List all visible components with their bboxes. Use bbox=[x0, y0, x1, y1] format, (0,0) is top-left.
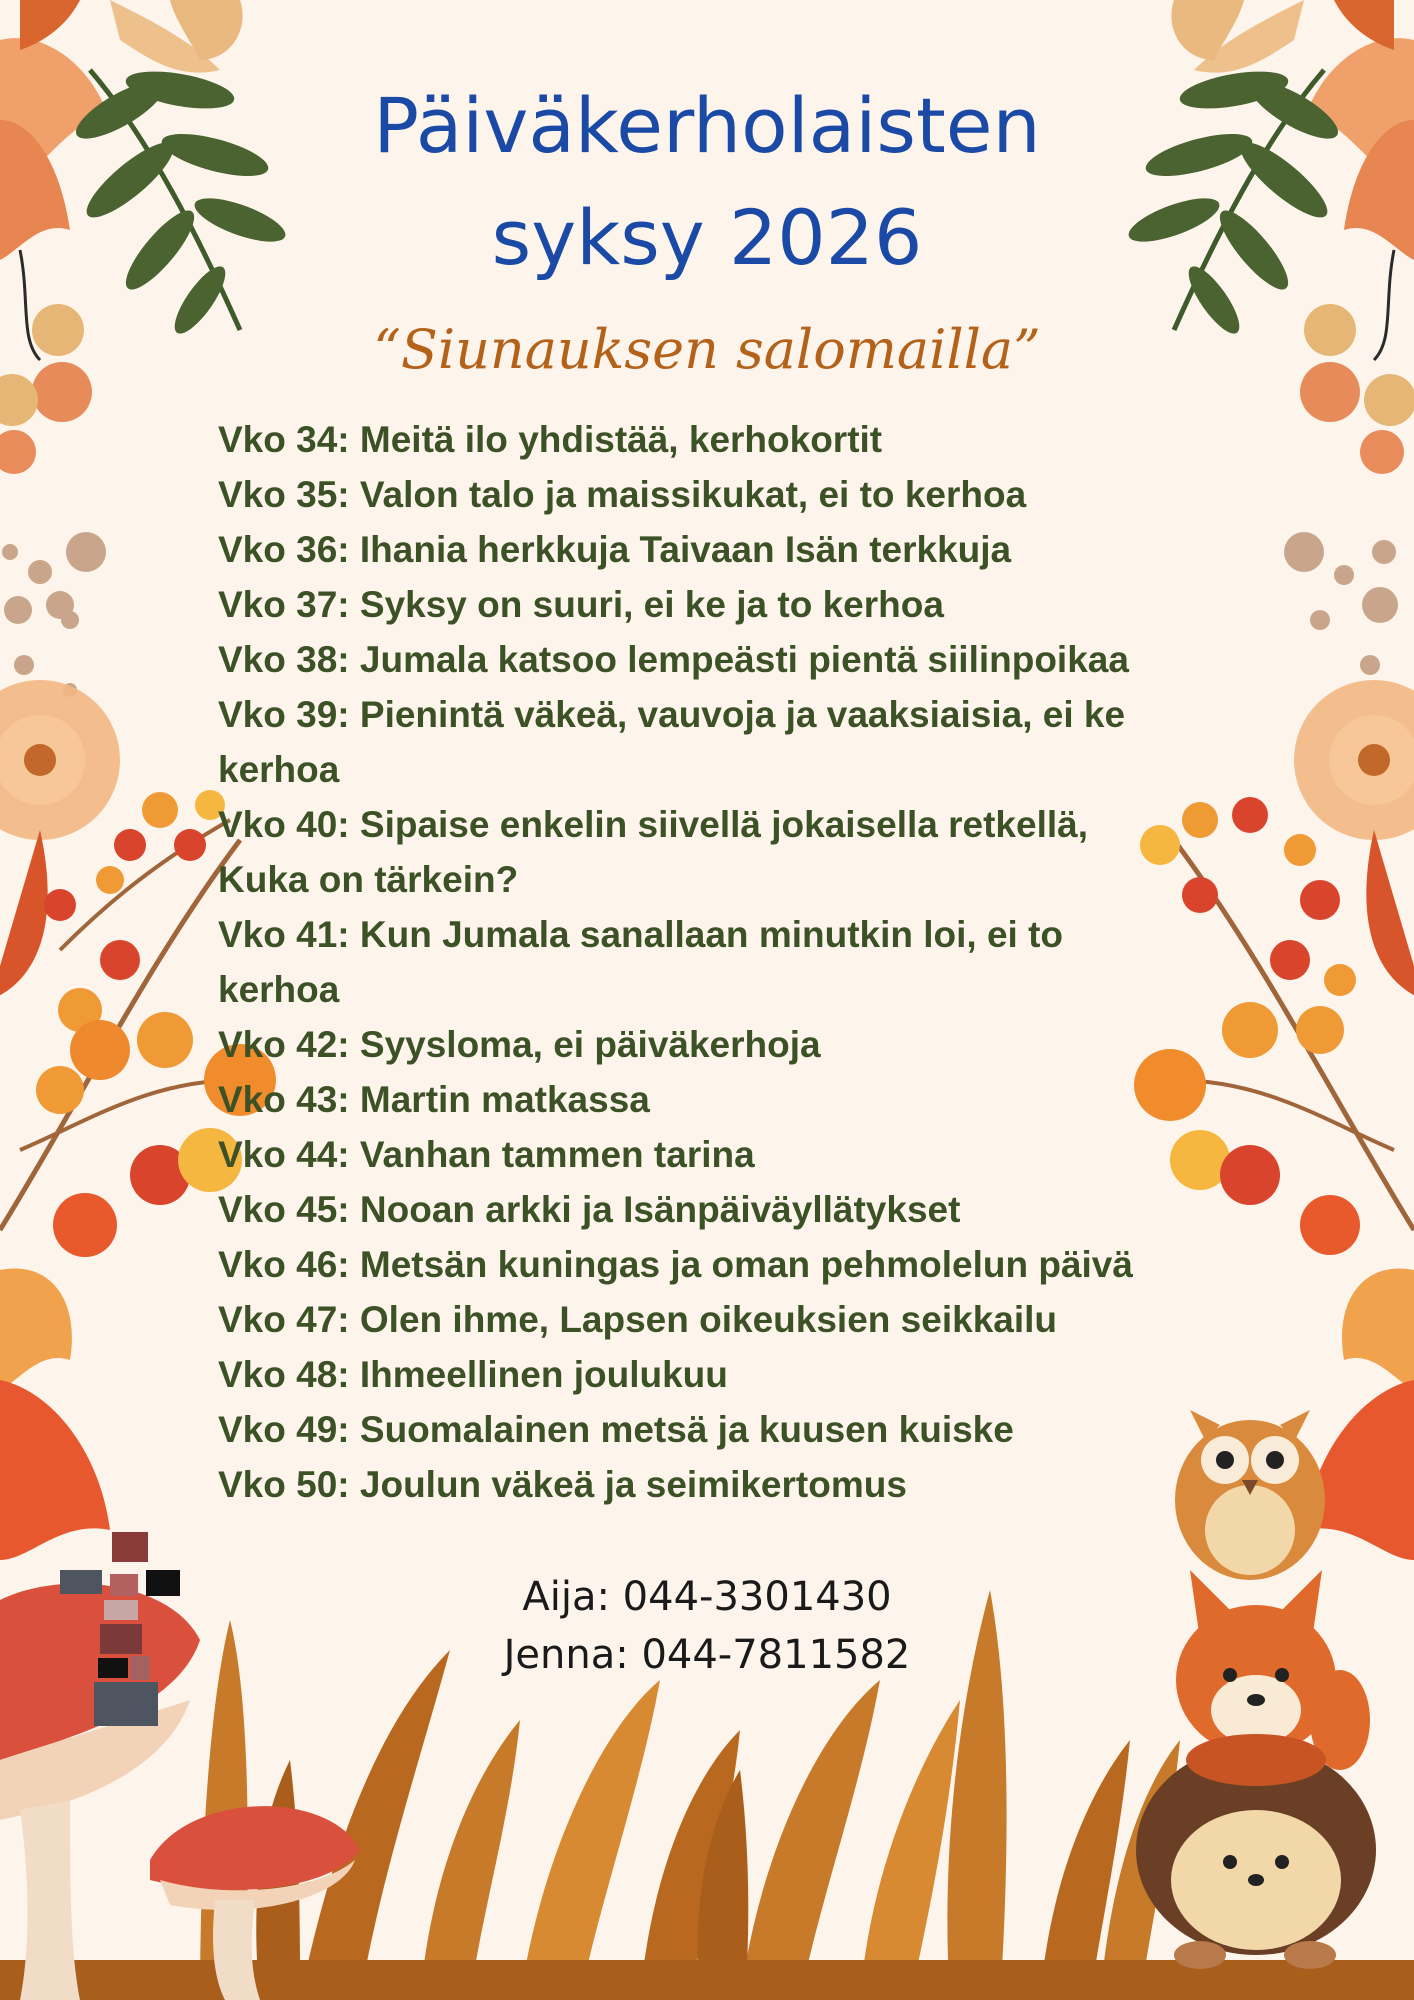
contact-info bbox=[307, 1568, 1107, 1684]
autumn-leaf-icon bbox=[0, 1268, 110, 1560]
berry-cluster-icon bbox=[0, 250, 92, 474]
schedule-item: Vko 48: Ihmeellinen joulukuu bbox=[218, 1354, 728, 1395]
mushroom-icon bbox=[0, 1584, 360, 2000]
page-title-line2: syksy 2026 bbox=[491, 193, 923, 282]
schedule-item: Vko 49: Suomalainen metsä ja kuusen kuiske bbox=[218, 1409, 1014, 1450]
schedule-item: Vko 43: Martin matkassa bbox=[218, 1079, 650, 1120]
flower-icon bbox=[0, 680, 120, 840]
fox-icon bbox=[1176, 1570, 1370, 1786]
fern-leaf-icon bbox=[69, 65, 291, 341]
weekly-schedule bbox=[218, 412, 1178, 1512]
autumn-leaf-icon bbox=[0, 0, 243, 260]
owl-icon bbox=[1175, 1410, 1325, 1580]
schedule-item: Vko 39: Pienintä väkeä, vauvoja ja vaaksiaisia, ei ke kerhoa bbox=[218, 694, 1126, 790]
flower-icon bbox=[1294, 680, 1414, 840]
schedule-item: Vko 41: Kun Jumala sanallaan minutkin loi, ei to kerhoa bbox=[218, 914, 1064, 1010]
page-title-line1: Päiväkerholaisten bbox=[373, 81, 1041, 170]
schedule-item: Vko 50: Joulun väkeä ja seimikertomus bbox=[218, 1464, 907, 1505]
schedule-item: Vko 37: Syksy on suuri, ei ke ja to kerhoa bbox=[218, 584, 944, 625]
contact-phone: Aija: 044-3301430 bbox=[522, 1574, 892, 1620]
autumn-leaf-icon bbox=[1171, 0, 1414, 260]
schedule-item: Vko 38: Jumala katsoo lempeästi pientä siilinpoikaa bbox=[218, 639, 1129, 680]
schedule-item: Vko 46: Metsän kuningas ja oman pehmolelun päivä bbox=[218, 1244, 1133, 1285]
page-title bbox=[307, 70, 1107, 294]
schedule-item: Vko 40: Sipaise enkelin siivellä jokaisella retkellä, Kuka on tärkein? bbox=[218, 804, 1088, 900]
schedule-item: Vko 44: Vanhan tammen tarina bbox=[218, 1134, 755, 1175]
fern-leaf-icon bbox=[1124, 65, 1346, 341]
schedule-item: Vko 47: Olen ihme, Lapsen oikeuksien seikkailu bbox=[218, 1299, 1058, 1340]
schedule-item: Vko 35: Valon talo ja maissikukat, ei to kerhoa bbox=[218, 474, 1027, 515]
schedule-item: Vko 34: Meitä ilo yhdistää, kerhokortit bbox=[218, 419, 883, 460]
schedule-item: Vko 42: Syysloma, ei päiväkerhoja bbox=[218, 1024, 821, 1065]
subtitle: “Siunauksen salomailla” bbox=[373, 318, 1041, 381]
berry-cluster-icon bbox=[1300, 250, 1414, 474]
schedule-item: Vko 45: Nooan arkki ja Isänpäiväyllätykset bbox=[218, 1189, 961, 1230]
contact-phone: Jenna: 044-7811582 bbox=[503, 1632, 911, 1678]
schedule-item: Vko 36: Ihania herkkuja Taivaan Isän terkkuja bbox=[218, 529, 1012, 570]
